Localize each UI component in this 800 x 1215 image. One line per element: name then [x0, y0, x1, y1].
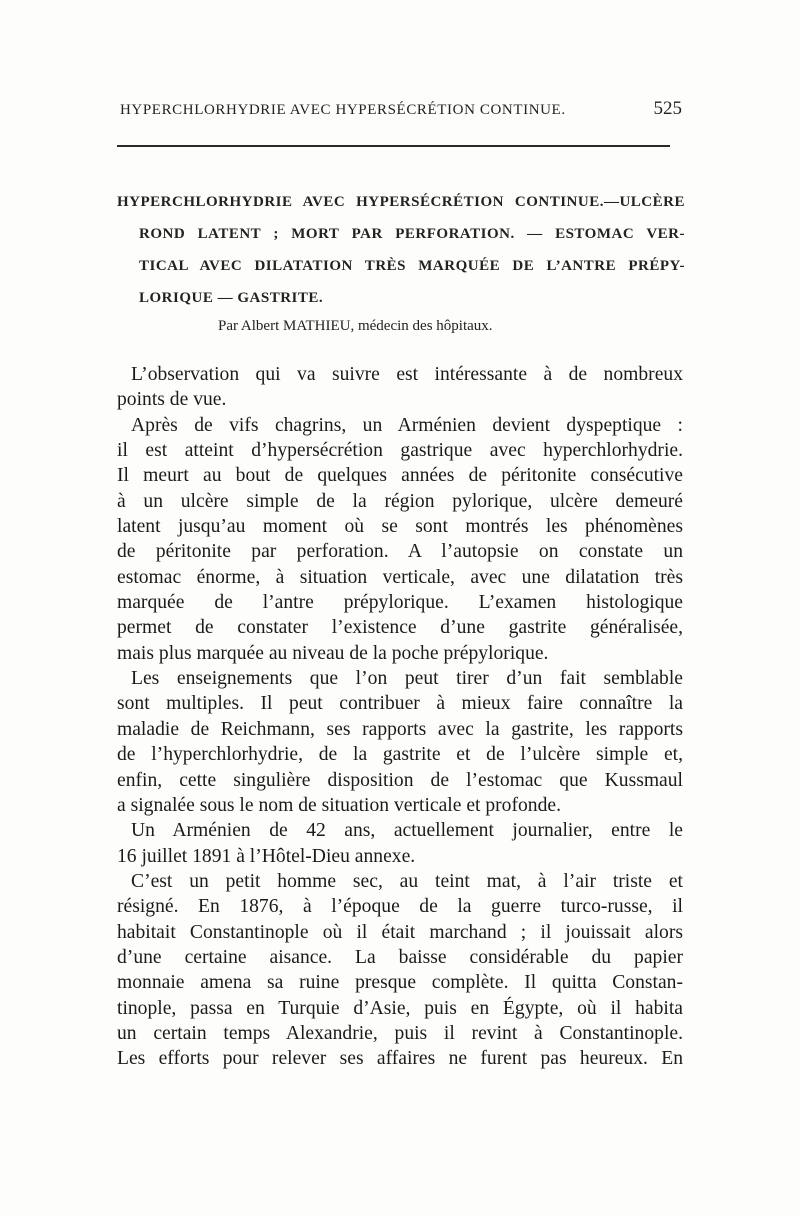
text-line: monnaie amena sa ruine presque complète. Il quitta Constan- [117, 972, 683, 994]
text-line: L’observation qui va suivre est intéressante à de nombreux [131, 364, 683, 385]
text-line: 16 juillet 1891 à l’Hôtel-Dieu annexe. [117, 845, 416, 867]
header-rule [117, 145, 670, 147]
text-line: permet de constater l’existence d’une gastrite généralisée, [117, 617, 683, 639]
text-line: C’est un petit homme sec, au teint mat, à l’air triste et [131, 870, 683, 892]
article-title [117, 186, 685, 314]
text-line: à un ulcère simple de la région pylorique, ulcère demeuré [117, 490, 683, 512]
text-line: mais plus marquée au niveau de la poche prépylorique. [117, 642, 549, 664]
text-line: de péritonite par perforation. A l’autopsie on constate un [117, 541, 683, 563]
text-line: il est atteint d’hypersécrétion gastrique avec hyperchlorhydrie. [117, 440, 683, 462]
running-head [120, 98, 682, 120]
page-number: 525 [653, 98, 682, 119]
text-line: d’une certaine aisance. La baisse considérable du papier [117, 946, 683, 968]
text-line: Il meurt au bout de quelques années de péritonite consécutive [117, 465, 683, 487]
text-line: Les enseignements que l’on peut tirer d’un fait semblable [131, 668, 683, 690]
text-line: habitait Constantinople où il était marchand ; il jouissait alors [117, 921, 683, 943]
text-line: sont multiples. Il peut contribuer à mieux faire connaître la [117, 693, 683, 715]
text-line: de l’hyperchlorhydrie, de la gastrite et de l’ulcère simple et, [117, 744, 683, 766]
text-line: estomac énorme, à situation verticale, avec une dilatation très [117, 566, 683, 588]
article-title-line: ROND LATENT ; MORT PAR PERFORATION. — ESTOMAC VER- [139, 226, 685, 242]
article-title-line: HYPERCHLORHYDRIE AVEC HYPERSÉCRÉTION CONTINUE.—ULCÈRE [117, 194, 685, 210]
text-line: enfin, cette singulière disposition de l’estomac que Kussmaul [117, 769, 683, 791]
text-line: a signalée sous le nom de situation verticale et profonde. [117, 794, 561, 816]
text-line: marquée de l’antre prépylorique. L’examen histologique [117, 592, 683, 614]
text-line: Un Arménien de 42 ans, actuellement journalier, entre le [131, 820, 683, 842]
text-line: un certain temps Alexandrie, puis il revint à Constantinople. [117, 1022, 683, 1044]
article-body [117, 362, 683, 1072]
text-line: résigné. En 1876, à l’époque de la guerre turco-russe, il [117, 896, 683, 918]
text-line: Les efforts pour relever ses affaires ne furent pas heureux. En [117, 1048, 683, 1070]
text-line: Après de vifs chagrins, un Arménien devient dyspeptique : [131, 414, 683, 436]
article-title-line: LORIQUE — GASTRITE. [139, 290, 324, 306]
article-author: Par Albert MATHIEU, médecin des hôpitaux. [218, 318, 493, 334]
text-line: tinople, passa en Turquie d’Asie, puis en Égypte, où il habita [117, 997, 683, 1019]
running-head-title: HYPERCHLORHYDRIE AVEC HYPERSÉCRÉTION CONTINUE. [120, 102, 566, 118]
article-title-line: TICAL AVEC DILATATION TRÈS MARQUÉE DE L’ANTRE PRÉPY- [139, 258, 685, 274]
text-line: maladie de Reichmann, ses rapports avec la gastrite, les rapports [117, 718, 683, 740]
text-line: points de vue. [117, 389, 227, 411]
text-line: latent jusqu’au moment où se sont montrés les phénomènes [117, 516, 683, 538]
